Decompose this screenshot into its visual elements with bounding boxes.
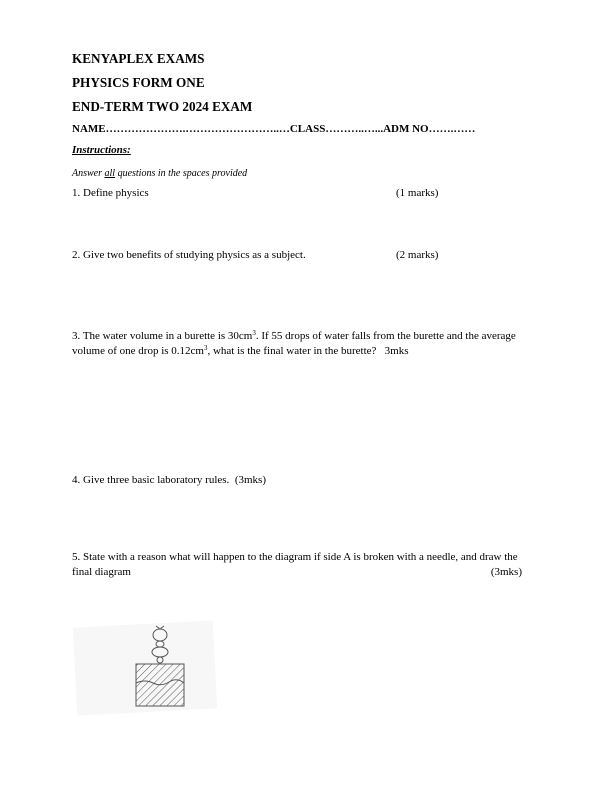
instructions-heading: Instructions:	[72, 144, 131, 156]
soap-film-frame-diagram	[125, 620, 195, 710]
upper-loop-icon	[153, 629, 167, 641]
question-4	[72, 474, 266, 486]
question-text: State with a reason what will happen to the diagram if side A is broken with a needle, and draw the final diagram	[72, 551, 518, 578]
question-number: 1.	[72, 187, 81, 199]
question-3-marks: 3mks	[384, 345, 409, 357]
question-1	[72, 187, 149, 199]
question-5-marks: (3mks)	[490, 566, 522, 578]
question-text: Give three basic laboratory rules.	[83, 474, 230, 486]
middle-loop-icon	[156, 641, 164, 647]
question-number: 4.	[72, 474, 81, 486]
question-2	[72, 249, 306, 261]
superscript: 3	[203, 344, 208, 352]
question-text: The water volume in a burette is 30cm	[82, 330, 253, 342]
question-text: , what is the final water in the burette?	[207, 345, 377, 357]
question-number: 5.	[72, 551, 81, 563]
question-text: . If 55 drops of water falls from the burette and the average volume of one drop is 0.12cm	[72, 330, 516, 357]
connector-icon	[157, 657, 163, 663]
lower-loop-icon	[152, 647, 168, 657]
instructions-text	[72, 168, 247, 179]
question-number: 3.	[72, 330, 81, 342]
question-1-marks: (1 marks)	[396, 187, 439, 199]
student-details-line: NAME………………….……………………..…CLASS………..…...ADM NO…….……	[72, 123, 476, 135]
question-4-marks: (3mks)	[234, 474, 266, 486]
question-number: 2.	[72, 249, 81, 261]
question-text: Give two benefits of studying physics as a subject.	[83, 249, 306, 261]
question-text: Define physics	[83, 187, 149, 199]
question-5	[72, 550, 522, 580]
superscript: 3	[252, 329, 256, 337]
subject-title: PHYSICS FORM ONE	[72, 75, 205, 90]
instructions-suffix: questions in the spaces provided	[115, 168, 248, 179]
exam-title: END-TERM TWO 2024 EXAM	[72, 99, 253, 114]
question-3	[72, 329, 532, 359]
instructions-emphasis: all	[104, 168, 116, 179]
question-2-marks: (2 marks)	[396, 249, 439, 261]
school-title: KENYAPLEX EXAMS	[72, 51, 205, 66]
instructions-prefix: Answer	[72, 168, 105, 179]
